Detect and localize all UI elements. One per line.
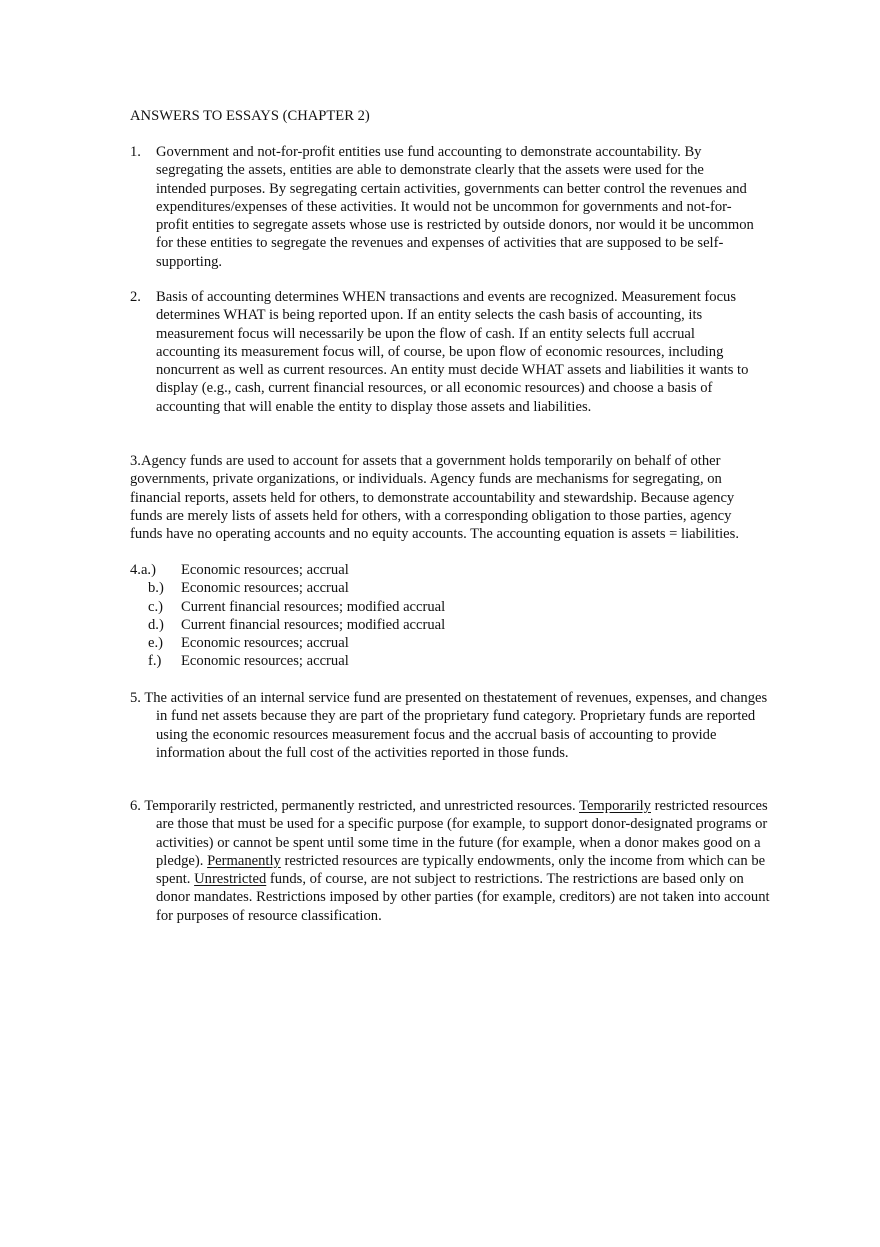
underlined-term-permanently: Permanently xyxy=(207,852,281,869)
answer-1-text: Government and not-for-profit entities use fund accounting to demonstrate accountability. By segregating the assets, entities are able to demonstrate clearly that the assets were used for the intended purposes. By segregating certain activities, governments can better control the revenues and expenditures/expenses of these activities. It would not be uncommon for governments and not-for-profit entities to segregate assets whose use is restricted by outside donors, nor would it be uncommon for these entities to segregate the revenues and expenses of activities that are supposed to be self-supporting. xyxy=(156,144,754,270)
list-item-text: Economic resources; accrual xyxy=(181,635,349,652)
answer-2-text: Basis of accounting determines WHEN transactions and events are recognized. Measurement focus determines WHAT is being reported upon. If an entity selects the cash basis of accounting, its measurement focus will necessarily be upon the flow of cash. If an entity selects full accrual accounting its measurement focus will, of course, be upon flow of economic resources, including noncurrent as well as current resources. An entity must decide WHAT assets and liabilities it wants to display (e.g., cash, current financial resources, or all economic resources) and choose a basis of accounting that will enable the entity to display those assets and liabilities. xyxy=(156,289,749,415)
list-item-label: d.) xyxy=(148,616,164,633)
page-title: ANSWERS TO ESSAYS (CHAPTER 2) xyxy=(130,108,370,124)
list-item xyxy=(130,579,755,597)
underlined-term-temporarily: Temporarily xyxy=(579,798,651,814)
list-item xyxy=(130,652,755,670)
answer-2 xyxy=(130,288,755,416)
answer-3-text: 3.Agency funds are used to account for assets that a government holds temporarily on behalf of other governments, private organizations, or individuals. Agency funds are mechanisms for segregating, on financial reports, assets held for others, to demonstrate accountability and stewardship. Because agency funds are merely lists of assets held for others, with a corresponding obligation to those parties, agency funds have no operating accounts and no equity accounts. The accounting equation is assets = liabilities. xyxy=(130,453,739,543)
list-item-label: 4.a.) xyxy=(130,562,156,578)
list-item-label: b.) xyxy=(148,580,164,597)
answer-2-number: 2. xyxy=(130,289,141,305)
answer-5 xyxy=(130,689,781,762)
answer-6-text-3: funds, of course, are not subject to restrictions. The restrictions are based only on donor mandates. Restrictions imposed by other parties (for example, creditors) are not taken into account for purposes of resource classification. xyxy=(156,871,770,924)
list-item-label: e.) xyxy=(148,635,163,652)
answer-6-text-1: restricted resources are those that must be used for a specific purpose (for example, to support donor-designated programs or activities) or cannot be spent until some time in the future (for example, when a donor makes good on a pledge). xyxy=(156,798,768,869)
answer-6-lead: 6. Temporarily restricted, permanently restricted, and unrestricted resources. xyxy=(130,798,580,814)
answer-6 xyxy=(130,797,781,925)
list-item-text: Economic resources; accrual xyxy=(181,580,349,597)
list-item-label: f.) xyxy=(148,653,162,670)
list-item-label: c.) xyxy=(148,598,163,615)
answer-6-text-2: restricted resources are typically endowments, only the income from which can be spent. xyxy=(156,852,766,888)
underlined-term-unrestricted: Unrestricted xyxy=(194,871,267,888)
answer-1 xyxy=(130,143,755,271)
list-item-text: Economic resources; accrual xyxy=(181,653,349,670)
answer-1-number: 1. xyxy=(130,144,141,160)
list-item xyxy=(130,598,755,616)
answer-5-text: 5. The activities of an internal service fund are presented on thestatement of revenues, expenses, and changes in fund net assets because they are part of the proprietary fund category. Proprietary funds are reported using the economic resources measurement focus and the accrual basis of accounting to provide information about the full cost of the activities reported in those funds. xyxy=(130,690,768,761)
list-item xyxy=(130,561,755,579)
answer-4-list xyxy=(130,561,755,671)
list-item-text: Current financial resources; modified accrual xyxy=(181,598,446,615)
list-item-text: Current financial resources; modified accrual xyxy=(181,616,446,633)
list-item-text: Economic resources; accrual xyxy=(181,562,349,578)
answer-3 xyxy=(130,452,755,543)
list-item xyxy=(130,616,755,634)
list-item xyxy=(130,634,755,652)
